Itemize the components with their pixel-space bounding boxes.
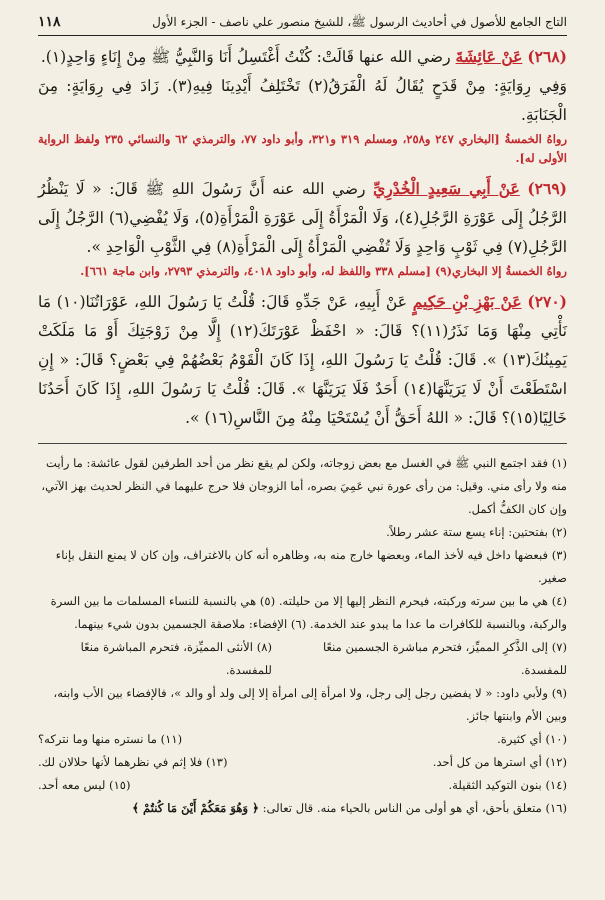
book-page bbox=[38, 14, 567, 886]
hadith-narrator: عَنْ عَائِشَةَ bbox=[455, 47, 523, 66]
footnote-group bbox=[38, 797, 567, 820]
hadith-text: عَنْ أَبِيهِ، عَنْ جَدِّهِ قَالَ: قُلْتُ يَا رَسُولَ اللهِ، عَوْرَاتُنَا(١٠) مَا نَأْتِي مِنْهَا وَمَا نَذَرُ(١١)؟ قَالَ: « احْفَظْ عَوْرَتَكَ(١٢) إِلَّا مِنْ زَوْجَتِكَ أَوْ مَا مَلَكَتْ يَمِينُكَ(١٣) ». قَالَ: قُلْتُ يَا رَسُولَ اللهِ، إِذَا كَانَ الْقَوْمُ بَعْضُهُمْ فِي بَعْضٍ؟ قَالَ: « إِنِ اسْتَطَعْتَ أَنْ لَا يَرَيَنَّهَا(١٤) أَحَدٌ فَلَا يَرَيَنَّهَا ». قَالَ: قُلْتُ يَا رَسُولَ اللهِ، إِذَا كَانَ أَحَدُنَا خَالِيًا(١٥)؟ قَالَ: « اللهُ أَحَقُّ أَنْ يُسْتَحْيَا مِنْهُ مِنَ النَّاسِ(١٦) ». bbox=[38, 293, 567, 427]
running-title: التاج الجامع للأصول في أحاديث الرسول ﷺ، للشيخ منصور علي ناصف - الجزء الأول bbox=[152, 15, 567, 29]
footnote: (٤) هي ما بين سرته وركبته، فيحرم النظر إليها إلا من حليلته. bbox=[278, 594, 567, 608]
hadith-number: (٢٦٨) bbox=[527, 47, 567, 66]
footnote: (٥) هي بالنسبة للنساء المسلمات ما بين السرة والركبة، وبالنسبة للكافرات ما عدا ما يبدو عند الخدمة. bbox=[50, 594, 567, 631]
footnote-pair bbox=[38, 774, 567, 797]
hadith-reference: رواهُ الخمسةُ إلا البخاري(٩) [مسلم ٣٣٨ واللفظ له، وأبو داود ٤٠١٨، والترمذي ٢٧٩٣، وابن ماجة ٦٦١]. bbox=[80, 264, 567, 278]
hadith-narrator: عَنْ أَبِي سَعِيدٍ الْخُدْرِيِّ bbox=[373, 179, 520, 198]
hadith-text: رضي الله عنه أَنَّ رَسُولَ اللهِ ﷺ قَالَ: « لَا يَنْظُرُ الرَّجُلُ إِلَى عَوْرَةِ الرَّجُلِ(٤)، وَلَا الْمَرْأَةُ إِلَى عَوْرَةِ الْمَرْأَةِ(٥)، وَلَا يُفْضِي(٦) الرَّجُلُ إِلَى الرَّجُلِ(٧) فِي ثَوْبٍ وَاحِدٍ وَلَا تُفْضِي الْمَرْأَةُ إِلَى الْمَرْأَةِ(٨) فِي الثَّوْبِ الْوَاحِدِ ». bbox=[38, 180, 567, 256]
footnote-divider bbox=[38, 443, 567, 444]
footnote-group bbox=[38, 590, 567, 636]
footnote-pair bbox=[38, 728, 567, 751]
footnote: (١٥) ليس معه أحد. bbox=[38, 778, 131, 792]
footnote: (٩) ولأبي داود: « لا يفضين رجل إلى رجل، ولا امرأة إلى امرأة إلا إلى ولد أو والد »، فالإفضاء بين الأب وابنه، وبين الأم وابنتها جائز. bbox=[53, 686, 567, 723]
footnote: (٦) الإفضاء: ملاصقة الجسمين بدون شيء بينهما. bbox=[74, 617, 307, 631]
page-number: ١١٨ bbox=[38, 14, 61, 30]
footnote-pair bbox=[38, 636, 567, 682]
hadith-reference: رواهُ الخمسةُ [البخاري ٢٤٧ و٢٥٨، ومسلم ٣١٩ و٣٢١، وأبو داود ٧٧، والترمذي ٦٢ والنسائي ٢٣٥ ولفظ الرواية الأولى له]. bbox=[38, 132, 568, 165]
footnote-pair bbox=[38, 751, 567, 774]
hadith-text: رضي الله عنها قَالَتْ: كُنْتُ أَغْتَسِلُ أَنَا وَالنَّبِيُّ ﷺ مِنْ إِنَاءٍ وَاحِدٍ(١). bbox=[40, 48, 451, 66]
footnote: (٨) الأنثى المميِّزة، فتحرم المباشرة منعًا للمفسدة. bbox=[80, 640, 272, 677]
hadith-variant: وَفِي رِوَايَةٍ: مِنْ قَدَحٍ يُقَالُ لَهُ الْفَرَقُ(٢) تَخْتَلِفُ أَيْدِينَا فِيهِ(٣). زَادَ فِي رِوَايَةٍ: مِنَ الْجَنَابَةِ. bbox=[38, 77, 567, 124]
footnote: (١٣) فلا إثم في نظرهما لأنها حلالان لك. bbox=[38, 755, 228, 769]
footnote: (١٢) أي استرها من كل أحد. bbox=[432, 755, 567, 769]
hadith-number: (٢٧٠) bbox=[527, 292, 568, 311]
footnote: (٧) إلى الذَّكرِ المميِّز، فتحرم مباشرة الجسمين منعًا للمفسدة. bbox=[322, 640, 567, 677]
footnote: (١٤) بنون التوكيد الثقيلة. bbox=[448, 778, 567, 792]
quran-verse: ﴿ وَهُوَ مَعَكُمْ أَيْنَ مَا كُنتُمْ ﴾ bbox=[132, 801, 259, 815]
footnote: (١٠) أي كثيرة. bbox=[497, 732, 567, 746]
footnote: (١٦) متعلق بأحق، أي هو أولى من الناس بالحياء منه. قال تعالى: bbox=[262, 801, 567, 815]
hadith-narrator: عَنْ بَهْزِ بْنِ حَكِيمٍ bbox=[412, 292, 522, 311]
footnote: (٢) بفتحتين: إناء يسع ستة عشر رطلاً. bbox=[386, 525, 567, 539]
hadith-number: (٢٦٩) bbox=[527, 179, 567, 198]
hadith-268 bbox=[38, 42, 567, 168]
hadith-269 bbox=[38, 174, 567, 281]
footnote: (١١) ما نستره منها وما نتركه؟ bbox=[38, 732, 183, 746]
hadith-270 bbox=[38, 287, 567, 433]
footnotes bbox=[38, 452, 567, 820]
page-header bbox=[38, 14, 567, 36]
footnote: (١) فقد اجتمع النبي ﷺ في الغسل مع بعض زوجاته، ولكن لم يقع نظر من أحد الطرفين لقول عائشة: ما رأيت منه ولا رأى مني. وقيل: من رأى عورة نبي عَمِيَ بصره، أما الزوجان فلا حرج عليهما في النظر لحديث بهز الآتي، وإن كان الكفُّ أكمل. bbox=[41, 456, 567, 516]
footnote: (٣) فبعضها داخل فيه لأخذ الماء، وبعضها خارج منه به، وظاهره أنه كان بالاغتراف، وإن كان لا يمنع النقل بإناء صغير. bbox=[55, 548, 567, 585]
